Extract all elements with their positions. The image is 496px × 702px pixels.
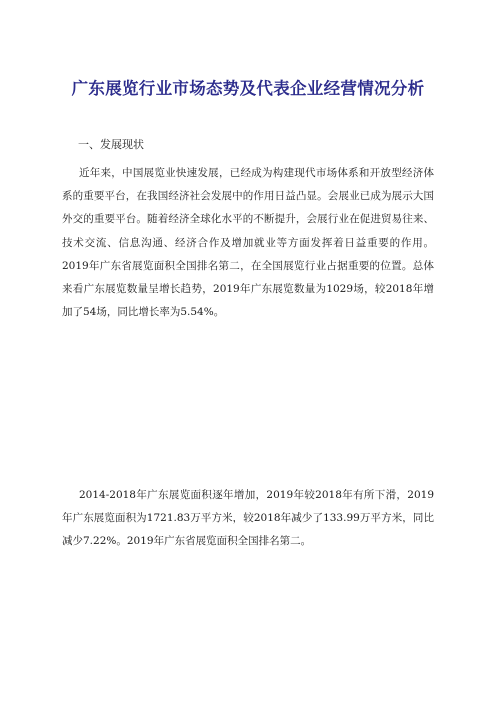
body-paragraph: 2014-2018年广东展览面积逐年增加，2019年较2018年有所下滑，2019年广东展览面积为1721.83万平方米，较2018年减少了133.99万平方米，同比减少7.22%。2019年广东省展览面积全国排名第二。 [62,489,434,548]
body-paragraph: 近年来，中国展览业快速发展，已经成为构建现代市场体系和开放型经济体系的重要平台，在我国经济社会发展中的作用日益凸显。会展业已成为展示大国外交的重要平台。随着经济全球化水平的不断提升，会展行业在促进贸易往来、技术交流、信息沟通、经济合作及增加就业等方面发挥着日益重要的作用。2019年广东省展览面积全国排名第二，在全国展览行业占据重要的位置。总体来看广东展览数量呈增长趋势，2019年广东展览数量为1029场，较2018年增加了54场，同比增长率为5.54%。 [62,167,434,319]
section-heading: 一、发展现状 [78,138,144,151]
document-title: 广东展览行业市场态势及代表企业经营情况分析 [71,79,425,98]
